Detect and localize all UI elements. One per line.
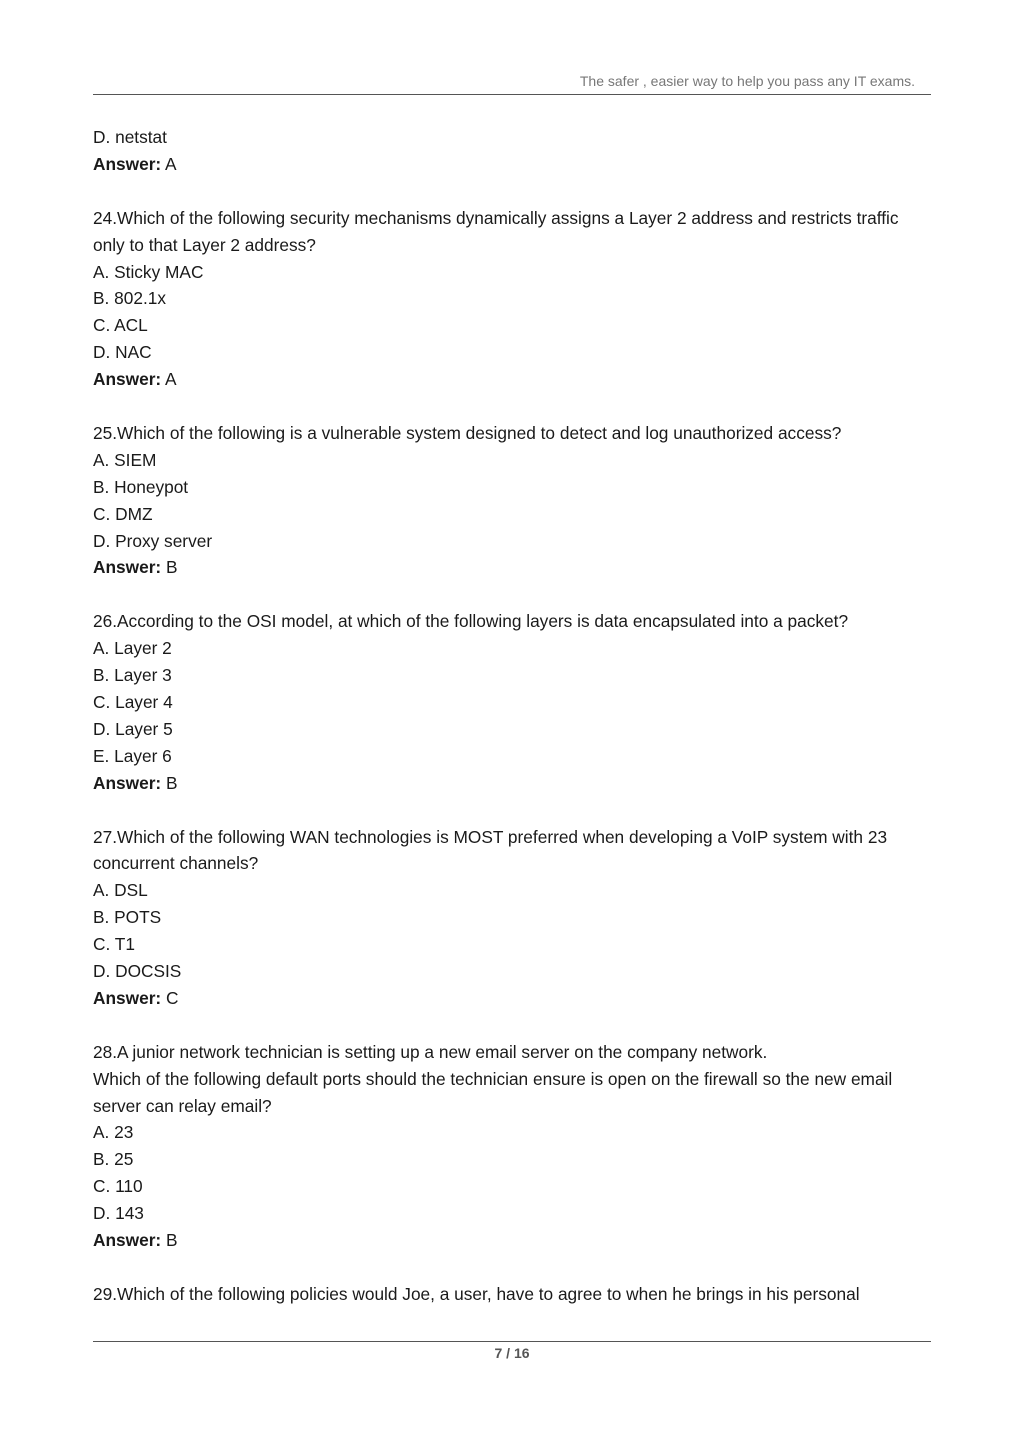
option: D. netstat [93, 127, 167, 147]
page-number: 7 / 16 [494, 1345, 530, 1361]
option: D. 143 [93, 1203, 144, 1224]
option: C. ACL [93, 315, 148, 336]
option: A. 23 [93, 1122, 134, 1143]
answer-line [93, 151, 933, 178]
answer-label: Answer: [93, 369, 162, 390]
answer-value: C [161, 987, 179, 1008]
answer-value: A [161, 153, 177, 174]
option: C. T1 [93, 934, 135, 955]
option: D. NAC [93, 342, 152, 363]
option: D. DOCSIS [93, 961, 182, 982]
page-footer [93, 1341, 931, 1361]
answer-value: A [161, 369, 177, 390]
option: D. Proxy server [93, 530, 213, 551]
question-text-continued: Which of the following default ports should the technician ensure is open on the firewall so the new email server can relay email? [93, 1068, 893, 1116]
question-text: 29.Which of the following policies would Joe, a user, have to agree to when he brings in his personal [93, 1283, 860, 1304]
question-text: 25.Which of the following is a vulnerable system designed to detect and log unauthorized access? [93, 422, 842, 443]
question-text: 26.According to the OSI model, at which of the following layers is data encapsulated into a packet? [93, 611, 849, 632]
answer-label: Answer: [93, 153, 162, 174]
answer-label: Answer: [93, 987, 162, 1008]
option: C. DMZ [93, 503, 153, 524]
option: C. Layer 4 [93, 691, 173, 712]
option: B. 802.1x [93, 288, 167, 309]
document-body [93, 124, 933, 1308]
answer-line [93, 366, 933, 393]
option: A. Layer 2 [93, 638, 172, 659]
answer-value: B [161, 1230, 178, 1251]
answer-line [93, 554, 933, 581]
header-tagline: The safer , easier way to help you pass any IT exams. [579, 73, 915, 89]
option: B. 25 [93, 1149, 134, 1170]
answer-value: B [161, 557, 178, 578]
answer-value: B [161, 772, 178, 793]
answer-label: Answer: [93, 1230, 162, 1251]
option: B. Honeypot [93, 476, 189, 497]
page-header [93, 72, 931, 95]
answer-label: Answer: [93, 557, 162, 578]
option: B. POTS [93, 907, 162, 928]
option: B. Layer 3 [93, 665, 172, 686]
question-text: 28.A junior network technician is setting up a new email server on the company network. [93, 1041, 768, 1062]
option: C. 110 [93, 1176, 143, 1197]
option: D. Layer 5 [93, 718, 173, 739]
option: A. Sticky MAC [93, 261, 204, 282]
option: A. SIEM [93, 449, 157, 470]
answer-label: Answer: [93, 772, 162, 793]
question-text: 24.Which of the following security mechanisms dynamically assigns a Layer 2 address and restricts traffic only to that Layer 2 address? [93, 207, 899, 255]
answer-line [93, 770, 933, 797]
option: E. Layer 6 [93, 745, 172, 766]
option: A. DSL [93, 880, 148, 901]
question-text: 27.Which of the following WAN technologies is MOST preferred when developing a VoIP system with 23 concurrent channels? [93, 826, 888, 874]
answer-line [93, 1227, 933, 1254]
answer-line [93, 985, 933, 1012]
